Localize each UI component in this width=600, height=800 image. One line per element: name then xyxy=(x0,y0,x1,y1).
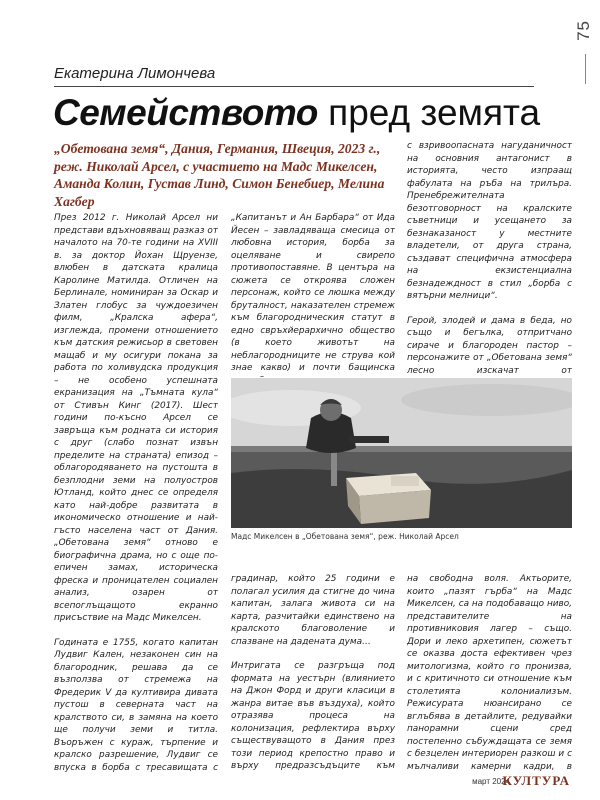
body-paragraph: на свободна воля. Актьорите, които „пазят гърба“ на Мадс Микелсен, са на подобаващо ниво, представителите на противниковия лагер – също. Дори и леко архетипен, сюжетът се оказва доста ефективен чрез митологизма, който го пронизва, и с критичното си отношение към столетията колониализъм. Режисурата нюансирано се вглъбява в детайлите, редувайки панорамни сцени сред постепенно събуждащата се земя с безцелен интериорен разкош и с мълчаливи камерни кадри, в xyxy=(407,574,572,772)
body-column-1 xyxy=(54,212,218,772)
article-lede: „Обетована земя“, Дания, Германия, Швеция, 2023 г., реж. Николай Арсел, с участието на Мадс Микелсен, Аманда Колин, Густав Линд, Симон Бенебиер, Мелина Хагбер xyxy=(54,141,385,209)
film-still-photo xyxy=(231,378,572,528)
body-paragraph: с взривоопасната нагуданичност на основния антагонист в историята, често изпраащ фабулата на ръба на трилъра. Пренебрежителната безотговорност на кралските съветници и усещането за безнаказаност у местните владетели, от друга страна, създават специфична атмосфера на екзистенциална безнадеждност в стил „борба с вятърни мелници“. xyxy=(407,141,572,301)
body-column-2-bottom xyxy=(231,573,395,773)
wooden-box xyxy=(346,473,431,524)
body-column-2 xyxy=(231,212,395,377)
title-bold: Семейството xyxy=(53,92,318,133)
article-title xyxy=(53,88,540,138)
body-paragraph: Интригата се разгръща под формата на уестърн (влиянието на Джон Форд и други класици в жанра витае във въздуха), който отразява процеса на колонизация, рефлектира върху съществуващото в Дания през този период крепостно право и върху предразсъдъците към xyxy=(231,661,395,771)
title-divider xyxy=(54,86,534,87)
body-paragraph: „Капитанът и Ан Барбара“ от Ида Йесен – завладяваща смесица от любовна история, борба за оцеляване и свирепо противопоставяне. В центъра на сюжета се откроява сложен персонаж, който се люшка между бруталност, наказателен стремеж към благородническия статут в едно свръхйерархично общество (в което животът на неблагородниците не струва кой знае какво) и почти бащинска xyxy=(231,213,395,373)
footer-issue-date: март 2024 xyxy=(472,777,510,786)
body-column-3-bottom xyxy=(407,573,572,773)
body-paragraph: градинар, който 25 години е полагал усилия да стигне до чина капитан, залага живота си на карта, разчитайки единствено на кралското благоволение и спазване на дадената дума… xyxy=(231,574,395,647)
page-number: 75 xyxy=(574,20,593,41)
film-still-illustration xyxy=(231,378,572,528)
title-rest: пред земята xyxy=(317,92,541,133)
body-paragraph: Герой, злодей и дама в беда, но също и бегълка, отпритчано сираче и благороден пастор – персонажите от „Обетована земя“ лесно изскачат от xyxy=(407,315,572,375)
author-name: Екатерина Лимончева xyxy=(54,65,216,82)
photo-caption: Мадс Микелсен в „Обетована земя“, реж. Николай Арсел xyxy=(231,532,459,541)
body-paragraph: Годината е 1755, когато капитан Лудвиг Кален, незаконен син на благородник, решава да се възползва от стремежа на Фредерик V да култивира дивата пустош в северната част на кралството си, в замяна на което ще получи земи и титла. Въоръжен с кураж, търпение и кралско разрешение, Лудвиг се впуска в борба с тресавищата с xyxy=(54,637,218,772)
body-column-3 xyxy=(407,140,572,375)
footer-brand-logo: КУЛТУРА xyxy=(502,773,570,788)
page-number-rule xyxy=(585,54,586,84)
body-paragraph: През 2012 г. Николай Арсел ни представи вдъхновяващ разказ от началото на 70-те години на XVIII в. за доктор Йохан Щруензе, влюбен в датската кралица Каролине Матилда. Отличен на Берлинале, номиниран за Оскар и Златен глобус за чуждоезичен филм, „Кралска афера“, изглежда, промени отношението към датския режисьор в световен мащаб и му осигури покана за работа по холивудска продукция – не особено успешната екранизация на „Тъмната кула“ от Стивън Кинг (2017). Шест години по-късно Арсел се завръща към родната си история с друг (слабо познат извън пределите на страната) епизод – облагородяването на пустошта в безплодни земи на полуостров Ютланд, който днес се определя като най-добре развитата в икономическо отношение и най-гъсто населена част от Дания. „Обетована земя“ отново е биографична драма, но с още по-епичен замах, историческа фреска и проницателен социален анализ, озарен от всепоглъщащото екранно присъствие на Мадс Микелсен. xyxy=(54,213,218,623)
